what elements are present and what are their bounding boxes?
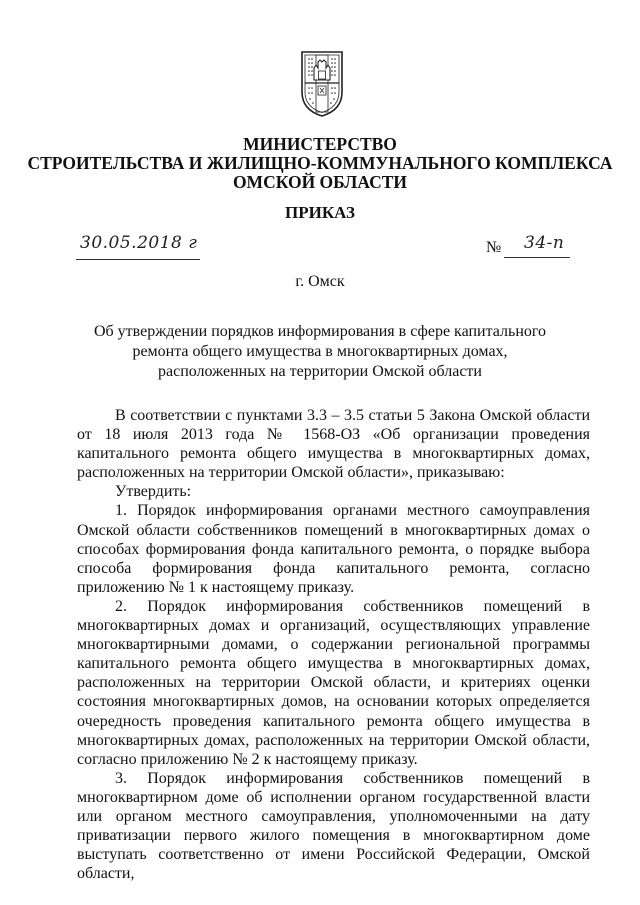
city-name: г. Омск [295, 273, 345, 290]
document-type: ПРИКАЗ [285, 203, 355, 222]
order-subject: Об утверждении порядков информирования в сфере капитального ремонта общего имущества в многоквартирных домах, расположенных на территории Омской области [93, 323, 547, 380]
handwritten-date: 30.05.2018 г [80, 233, 198, 253]
paragraph-approve: Утвердить: [115, 483, 192, 501]
ministry-title-line-2: СТРОИТЕЛЬСТВА И ЖИЛИЩНО-КОММУНАЛЬНОГО КОМПЛЕКСА [27, 153, 613, 173]
paragraph-item-1: 1. Порядок информирования органами местного самоуправления Омской области собственников помещений в многоквартирных домах о способах формирования фонда капитального ремонта, о порядке выбора способа формирования фонда капитального ремонта, согласно приложению № 1 к настоящему приказу. [77, 502, 590, 596]
omsk-coat-of-arms-icon [299, 48, 345, 118]
ministry-title-line-3: ОМСКОЙ ОБЛАСТИ [232, 172, 408, 192]
ministry-title-line-1: МИНИСТЕРСТВО [243, 134, 397, 154]
date-field [76, 233, 200, 260]
paragraph-item-2: 2. Порядок информирования собственников помещений в многоквартирных домах и организаций, осуществляющих управление многоквартирными домами, о содержании региональной программы капитального ремонта общего имущества в многоквартирных домах, расположенных на территории Омской области, и критериях оценки состояния многоквартирных домов, на основании которых определяется очередность проведения капитального ремонта общего имущества в многоквартирных домах, расположенных на территории Омской области, согласно приложению № 2 к настоящему приказу. [77, 597, 590, 768]
paragraph-preamble: В соответствии с пунктами 3.3 – 3.5 статьи 5 Закона Омской области от 18 июля 2013 года № 1568-ОЗ «Об организации проведения капитального ремонта общего имущества в многоквартирных домах, расположенных на территории Омской области», приказываю: [77, 407, 590, 482]
handwritten-number: 34-п [524, 233, 565, 253]
paragraph-item-3: 3. Порядок информирования собственников помещений в многоквартирном доме об исполнении органом государственной власти или органом местного самоуправления, уполномоченными на дату приватизации первого жилого помещения в многоквартирном доме выступать соответственно от имени Российской Федерации, Омской области, [77, 769, 590, 883]
document-body [77, 406, 590, 883]
number-field [504, 233, 570, 258]
number-label: № [486, 239, 502, 256]
